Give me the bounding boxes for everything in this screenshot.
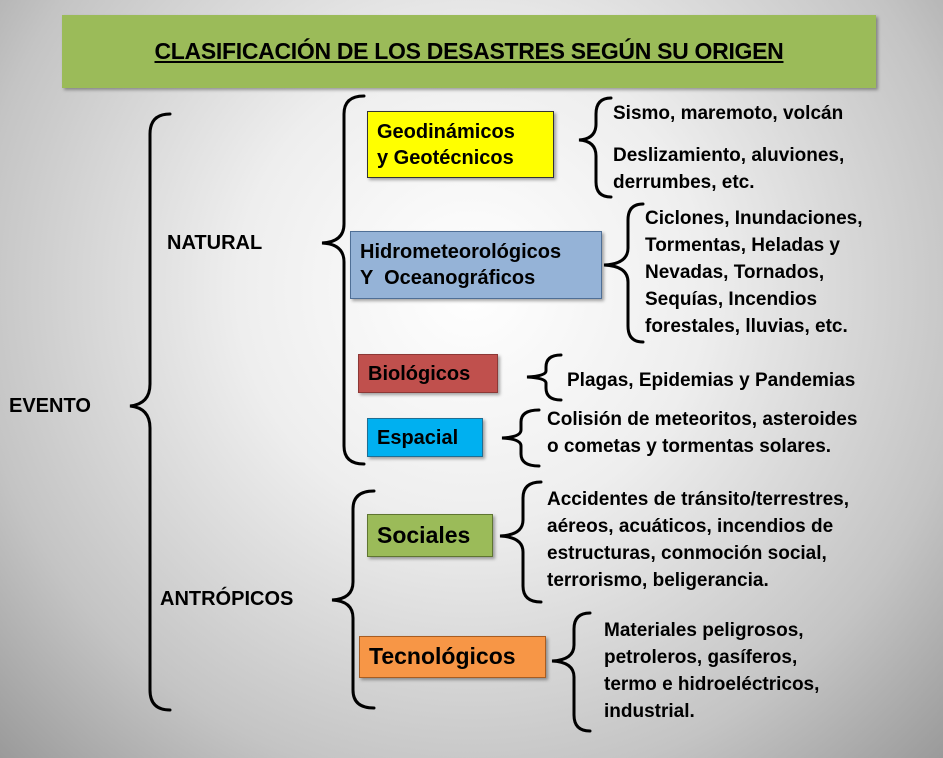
- items-sociales: [547, 487, 849, 595]
- category-tecnologicos: [359, 636, 546, 678]
- item-text: aéreos, acuáticos, incendios de: [547, 515, 834, 537]
- item-text: forestales, lluvias, etc.: [645, 315, 848, 337]
- bracket-hidrometeorologicos: [604, 204, 643, 342]
- item-text: Plagas, Epidemias y Pandemias: [567, 370, 856, 391]
- item-text: Accidentes de tránsito/terrestres,: [547, 489, 850, 510]
- bracket-espacial: [502, 410, 539, 466]
- category-hidrometeorologicos: [350, 231, 602, 299]
- items-biologicos: [567, 368, 855, 395]
- item-text: Colisión de meteoritos, asteroides: [547, 409, 858, 430]
- category-geodinamicos-line1: Geodinámicos: [377, 120, 515, 143]
- item-text: terrorismo, beligerancia.: [547, 569, 769, 591]
- category-biologicos: [358, 354, 498, 393]
- items-tecnologicos: [604, 618, 819, 726]
- item-text: Tormentas, Heladas y: [645, 234, 841, 256]
- category-geodinamicos-line2: y Geotécnicos: [377, 146, 514, 169]
- items-espacial: [547, 407, 857, 461]
- item-text: Sismo, maremoto, volcán: [613, 103, 844, 124]
- item-text: estructuras, conmoción social,: [547, 542, 827, 564]
- item-text: o cometas y tormentas solares.: [547, 435, 832, 457]
- bracket-evento: [130, 114, 170, 710]
- bracket-geodinamicos: [579, 98, 611, 197]
- branch-natural-label: NATURAL: [167, 232, 263, 254]
- items-geodinamicos: [613, 101, 843, 128]
- branch-antropicos-label: ANTRÓPICOS: [160, 588, 294, 610]
- category-sociales-label: Sociales: [377, 521, 471, 548]
- item-text: Ciclones, Inundaciones,: [645, 208, 863, 229]
- items-geodinamicos-2: [613, 143, 844, 197]
- category-sociales: [367, 514, 493, 557]
- item-text: termo e hidroeléctricos,: [604, 673, 820, 695]
- item-text: Materiales peligrosos,: [604, 620, 804, 641]
- category-espacial: [367, 418, 483, 457]
- item-text: Sequías, Incendios: [645, 288, 818, 310]
- item-text: Deslizamiento, aluviones,: [613, 145, 845, 166]
- category-biologicos-label: Biológicos: [368, 362, 471, 385]
- category-hidrometeorologicos-line1: Hidrometeorológicos: [360, 241, 562, 263]
- item-text: Nevadas, Tornados,: [645, 261, 825, 283]
- category-hidrometeorologicos-line2: Y Oceanográficos: [360, 267, 536, 289]
- category-geodinamicos: [367, 111, 554, 178]
- bracket-sociales: [500, 482, 541, 602]
- item-text: industrial.: [604, 700, 695, 722]
- bracket-tecnologicos: [552, 613, 590, 731]
- title-banner: [62, 15, 876, 88]
- category-espacial-label: Espacial: [377, 426, 459, 449]
- item-text: derrumbes, etc.: [613, 171, 755, 193]
- page-title: CLASIFICACIÓN DE LOS DESASTRES SEGÚN SU ORIGEN: [154, 38, 784, 64]
- bracket-biologicos: [527, 355, 561, 400]
- item-text: petroleros, gasíferos,: [604, 646, 798, 668]
- root-label: EVENTO: [9, 395, 91, 417]
- category-tecnologicos-label: Tecnológicos: [369, 643, 516, 670]
- items-hidrometeorologicos: [645, 206, 863, 341]
